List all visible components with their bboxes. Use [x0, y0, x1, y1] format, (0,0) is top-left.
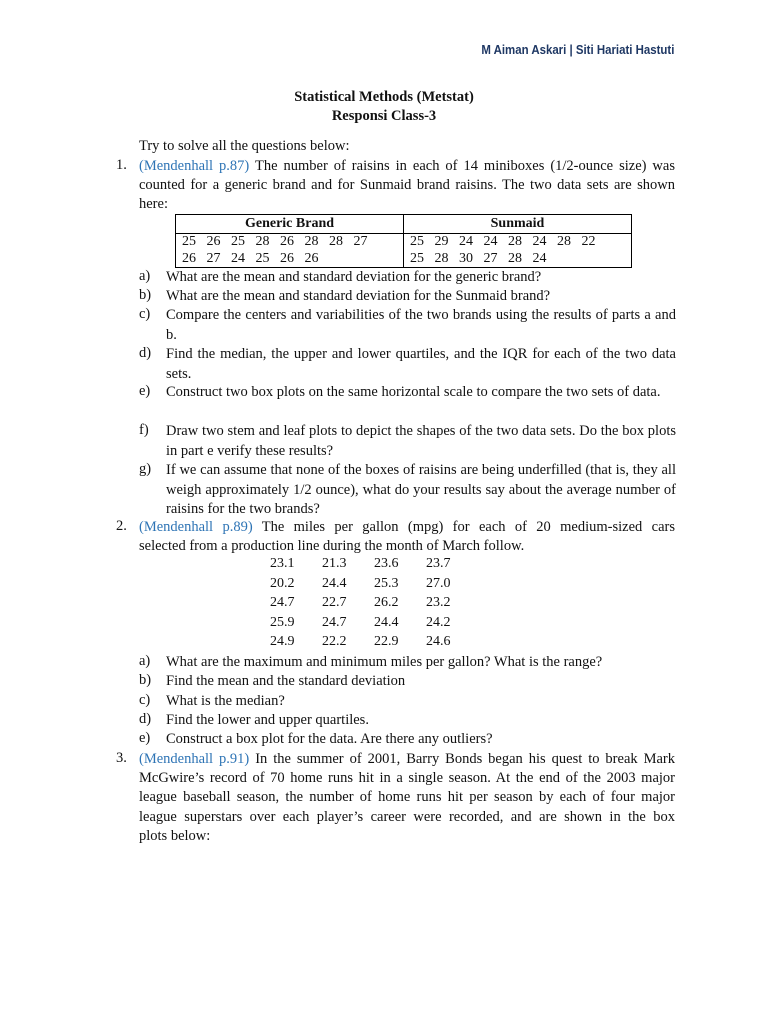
mpg-value: 25.3 [374, 575, 399, 591]
table-row [270, 576, 478, 596]
q1-item-g-label: g) [139, 461, 152, 477]
header-authors: M Aiman Askari | Siti Hariati Hastuti [480, 42, 674, 57]
mpg-value: 22.7 [322, 595, 347, 610]
question-3-line2: McGwire’s record of 70 home runs hit in a single season. At the end of the 2003 major [139, 770, 675, 786]
mpg-value: 22.2 [322, 634, 347, 649]
q1-item-a: What are the mean and standard deviation for the generic brand? [166, 269, 542, 285]
q2-item-a-label: a) [139, 653, 151, 669]
table-header-generic: Generic Brand [176, 215, 404, 234]
q2-item-d: Find the lower and upper quartiles. [166, 712, 369, 728]
table-row [176, 234, 632, 268]
q1-item-d: Find the median, the upper and lower quartiles, and the IQR for each of the two data sets. [166, 346, 676, 382]
table-header-sunmaid: Sunmaid [404, 215, 632, 234]
question-1-number: 1. [116, 157, 127, 173]
question-3-text: In the summer of 2001, Barry Bonds began his quest to break Mark [249, 751, 675, 767]
question-3-line1 [139, 750, 675, 770]
q1-item-c-label: c) [139, 306, 151, 322]
question-1-line1 [139, 157, 675, 177]
question-1-ref: (Mendenhall p.87) [139, 158, 250, 174]
mpg-value: 22.9 [374, 634, 399, 649]
generic-brand-values [176, 234, 404, 268]
q1-item-f-label: f) [139, 422, 149, 438]
intro-text: Try to solve all the questions below: [139, 138, 350, 154]
mpg-value: 21.3 [322, 556, 347, 571]
question-3-number: 3. [116, 750, 127, 766]
q1-item-e-label: e) [139, 383, 151, 399]
raisins-table [175, 214, 632, 268]
q1-item-f: Draw two stem and leaf plots to depict the shapes of the two data sets. Do the box plots in part e verify these results? [166, 423, 676, 459]
mpg-value: 23.1 [270, 556, 295, 571]
mpg-data-grid [270, 556, 478, 654]
q2-item-b-label: b) [139, 672, 152, 688]
q2-item-e: Construct a box plot for the data. Are there any outliers? [166, 731, 493, 747]
question-1-text: The number of raisins in each of 14 miniboxes (1/2-ounce size) was [249, 158, 675, 174]
question-2-number: 2. [116, 518, 127, 534]
sunmaid-row-1: 25 29 24 24 28 24 28 22 [410, 234, 596, 249]
question-3-line3: league baseball season, the number of home runs hit per season by each of four major [139, 789, 675, 805]
table-row [270, 556, 478, 576]
question-1-line3: here: [139, 196, 168, 212]
mpg-value: 25.9 [270, 614, 295, 630]
q2-item-e-label: e) [139, 730, 151, 746]
question-3-ref: (Mendenhall p.91) [139, 751, 250, 767]
question-3-line4: league superstars over each player’s career were recorded, and are shown in the box [139, 809, 675, 825]
document-title: Statistical Methods (Metstat) [294, 89, 474, 105]
mpg-value: 20.2 [270, 575, 295, 591]
q2-item-c: What is the median? [166, 693, 285, 709]
q1-item-c: Compare the centers and variabilities of the two brands using the results of parts a and b. [166, 307, 676, 343]
mpg-value: 26.2 [374, 595, 399, 610]
mpg-value: 24.2 [426, 614, 451, 630]
q2-item-a: What are the maximum and minimum miles per gallon? What is the range? [166, 654, 603, 670]
question-2-line2: selected from a production line during the month of March follow. [139, 538, 525, 554]
question-2-text: The miles per gallon (mpg) for each of 20 medium-sized cars [252, 519, 675, 535]
q1-item-b-label: b) [139, 287, 152, 303]
question-2-ref: (Mendenhall p.89) [139, 519, 253, 535]
mpg-value: 24.9 [270, 634, 295, 649]
q1-item-b: What are the mean and standard deviation for the Sunmaid brand? [166, 288, 551, 304]
generic-row-1: 25 26 25 28 26 28 28 27 [182, 234, 368, 249]
q1-item-a-label: a) [139, 268, 151, 284]
mpg-value: 23.6 [374, 556, 399, 571]
mpg-value: 23.2 [426, 595, 451, 610]
question-1-line2: counted for a generic brand and for Sunmaid brand raisins. The two data sets are shown [139, 177, 675, 193]
document-subtitle: Responsi Class-3 [331, 108, 437, 124]
mpg-value: 24.4 [322, 575, 347, 591]
mpg-value: 24.7 [322, 614, 347, 630]
mpg-value: 27.0 [426, 575, 451, 591]
q1-item-d-label: d) [139, 345, 152, 361]
table-header-row [176, 215, 632, 234]
sunmaid-values [404, 234, 632, 268]
q2-item-b: Find the mean and the standard deviation [166, 673, 406, 689]
mpg-value: 24.6 [426, 634, 451, 649]
mpg-value: 24.7 [270, 595, 295, 610]
generic-row-2: 26 27 24 25 26 26 [182, 250, 319, 266]
question-3-line5: plots below: [139, 828, 211, 844]
table-row [270, 595, 478, 615]
mpg-value: 24.4 [374, 614, 399, 630]
q1-item-g: If we can assume that none of the boxes of raisins are being underfilled (that is, they all weigh approximately 1/2 ounce), what do your results say about the average number of raisins for the two brands? [166, 462, 676, 517]
q2-item-c-label: c) [139, 692, 151, 708]
table-row [270, 615, 478, 635]
q1-item-e: Construct two box plots on the same horizontal scale to compare the two sets of data. [166, 384, 661, 400]
sunmaid-row-2: 25 28 30 27 28 24 [410, 250, 547, 266]
q2-item-d-label: d) [139, 711, 152, 727]
table-row [270, 634, 478, 654]
question-2-line1 [139, 518, 675, 538]
mpg-value: 23.7 [426, 556, 451, 571]
